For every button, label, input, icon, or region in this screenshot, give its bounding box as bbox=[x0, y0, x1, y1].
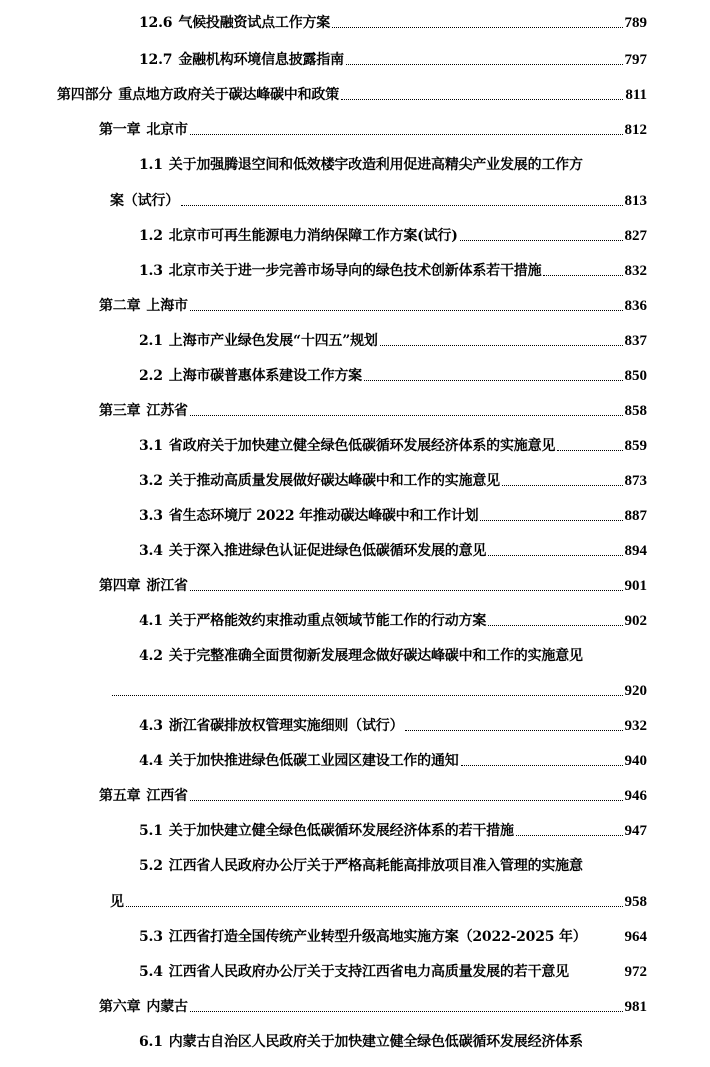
toc-page-number: 887 bbox=[624, 508, 647, 524]
toc-entry-text: 关于完整准确全面贯彻新发展理念做好碳达峰碳中和工作的实施意见 bbox=[168, 648, 583, 664]
toc-entry-number: 2.2 bbox=[139, 368, 163, 384]
toc-entry-number: 第一章 bbox=[99, 122, 141, 138]
toc-leader-dots bbox=[480, 520, 622, 521]
toc-entry-title bbox=[110, 192, 179, 210]
toc-entry[interactable] bbox=[139, 608, 647, 630]
toc-entry-number: 5.2 bbox=[139, 858, 163, 874]
toc-entry-title bbox=[139, 156, 583, 174]
toc-entry-title bbox=[139, 262, 541, 280]
toc-page-number: 920 bbox=[624, 683, 647, 699]
toc-entry-text: 北京市 bbox=[146, 122, 188, 138]
toc-page-number: 850 bbox=[624, 368, 647, 384]
toc-page-number: 873 bbox=[624, 473, 647, 489]
toc-entry-text: 北京市关于进一步完善市场导向的绿色技术创新体系若干措施 bbox=[168, 263, 542, 279]
toc-entry-title bbox=[110, 893, 124, 911]
toc-leader-dots bbox=[181, 205, 623, 206]
toc-leader-dots bbox=[380, 345, 623, 346]
toc-entry[interactable] bbox=[139, 959, 647, 981]
toc-entry-number: 第六章 bbox=[99, 999, 141, 1015]
toc-entry-number: 3.1 bbox=[139, 438, 163, 454]
toc-page-number: 837 bbox=[624, 333, 647, 349]
toc-entry-number: 1.2 bbox=[139, 228, 163, 244]
toc-page-number: 901 bbox=[624, 578, 647, 594]
toc-entry[interactable] bbox=[99, 573, 647, 595]
toc-entry[interactable] bbox=[99, 398, 647, 420]
toc-entry[interactable] bbox=[99, 293, 647, 315]
toc-leader-dots bbox=[190, 134, 623, 135]
toc-entry-number: 4.3 bbox=[139, 718, 163, 734]
toc-entry-number: 12.6 bbox=[139, 15, 173, 31]
toc-entry-text: 金融机构环境信息披露指南 bbox=[178, 52, 344, 68]
toc-entry[interactable] bbox=[110, 889, 647, 911]
toc-entry-text: 上海市 bbox=[146, 298, 188, 314]
toc-entry-text: 关于严格能效约束推动重点领域节能工作的行动方案 bbox=[168, 613, 487, 629]
toc-entry-number: 第四章 bbox=[99, 578, 141, 594]
toc-leader-dots bbox=[557, 450, 622, 451]
toc-page-number: 797 bbox=[624, 52, 647, 68]
toc-entry-number: 第五章 bbox=[99, 788, 141, 804]
toc-entry[interactable] bbox=[139, 643, 647, 665]
toc-leader-dots bbox=[405, 730, 622, 731]
toc-leader-dots bbox=[341, 99, 623, 100]
toc-entry-number: 3.4 bbox=[139, 543, 163, 559]
toc-entry-text: 北京市可再生能源电力消纳保障工作方案(试行) bbox=[168, 228, 458, 244]
toc-entry-title bbox=[139, 963, 569, 981]
toc-entry[interactable] bbox=[139, 853, 647, 875]
toc-entry-title bbox=[99, 121, 188, 139]
toc-entry-text: 上海市产业绿色发展“十四五”规划 bbox=[168, 333, 378, 349]
toc-entry-title bbox=[139, 332, 378, 350]
toc-leader-dots bbox=[190, 415, 623, 416]
toc-page-number: 858 bbox=[624, 403, 647, 419]
toc-page-number: 964 bbox=[624, 929, 647, 945]
toc-entry-number: 12.7 bbox=[139, 52, 173, 68]
toc-entry[interactable] bbox=[139, 503, 647, 525]
toc-entry-number: 第三章 bbox=[99, 403, 141, 419]
toc-entry-title bbox=[139, 367, 362, 385]
toc-entry-number: 2.1 bbox=[139, 333, 163, 349]
toc-entry-text: 重点地方政府关于碳达峰碳中和政策 bbox=[118, 87, 340, 103]
toc-entry-number: 第四部分 bbox=[57, 87, 113, 103]
toc-page-number: 947 bbox=[624, 823, 647, 839]
toc-entry[interactable] bbox=[139, 924, 647, 946]
toc-leader-dots bbox=[516, 835, 623, 836]
toc-entry-number: 5.3 bbox=[139, 929, 163, 945]
toc-entry-title bbox=[139, 472, 500, 490]
toc-leader-dots bbox=[126, 906, 623, 907]
toc-entry-text: 省政府关于加快建立健全绿色低碳循环发展经济体系的实施意见 bbox=[168, 438, 556, 454]
toc-entry-title bbox=[139, 612, 486, 630]
toc-entry-title bbox=[99, 787, 188, 805]
toc-entry[interactable] bbox=[99, 783, 647, 805]
toc-entry-title bbox=[99, 998, 188, 1016]
toc-entry-number: 1.1 bbox=[139, 157, 163, 173]
toc-entry-text: 浙江省碳排放权管理实施细则（试行） bbox=[168, 718, 404, 734]
toc-leader-dots bbox=[190, 1011, 623, 1012]
toc-leader-dots bbox=[502, 485, 623, 486]
toc-entry-title bbox=[139, 717, 403, 735]
toc-entry-text: 关于推动高质量发展做好碳达峰碳中和工作的实施意见 bbox=[168, 473, 500, 489]
toc-entry-text: 案（试行） bbox=[110, 193, 179, 209]
toc-entry-text: 关于加快建立健全绿色低碳循环发展经济体系的若干措施 bbox=[168, 823, 514, 839]
toc-entry-text: 浙江省 bbox=[146, 578, 188, 594]
toc-entry-text: 江西省 bbox=[146, 788, 188, 804]
toc-page-number: 946 bbox=[624, 788, 647, 804]
toc-page-number: 902 bbox=[624, 613, 647, 629]
toc-entry[interactable] bbox=[139, 1029, 647, 1051]
toc-entry[interactable] bbox=[110, 678, 647, 700]
toc-entry-title bbox=[139, 14, 330, 32]
toc-leader-dots bbox=[190, 310, 623, 311]
toc-entry-text: 江西省人民政府办公厅关于支持江西省电力高质量发展的若干意见 bbox=[168, 964, 569, 980]
toc-entry[interactable] bbox=[110, 188, 647, 210]
toc-entry[interactable] bbox=[139, 748, 647, 770]
toc-entry[interactable] bbox=[99, 117, 647, 139]
toc-entry-title bbox=[139, 752, 459, 770]
toc-entry[interactable] bbox=[139, 328, 647, 350]
toc-page-number: 940 bbox=[624, 753, 647, 769]
toc-page-number: 981 bbox=[624, 999, 647, 1015]
toc-entry-number: 6.1 bbox=[139, 1034, 163, 1050]
toc-page-number: 836 bbox=[624, 298, 647, 314]
toc-entry[interactable] bbox=[139, 433, 647, 455]
toc-entry-title bbox=[99, 402, 188, 420]
toc-entry[interactable] bbox=[139, 258, 647, 280]
toc-entry[interactable] bbox=[139, 223, 647, 245]
toc-entry-title bbox=[139, 857, 583, 875]
toc-entry-number: 4.2 bbox=[139, 648, 163, 664]
toc-entry-number: 4.4 bbox=[139, 753, 163, 769]
toc-entry-text: 关于加快推进绿色低碳工业园区建设工作的通知 bbox=[168, 753, 459, 769]
toc-entry[interactable] bbox=[139, 10, 647, 32]
toc-entry-title bbox=[57, 86, 339, 104]
toc-page-number: 811 bbox=[625, 87, 647, 103]
toc-entry-title bbox=[139, 1033, 583, 1051]
toc-entry[interactable] bbox=[57, 82, 647, 104]
toc-entry-title bbox=[99, 297, 188, 315]
toc-entry-title bbox=[139, 647, 583, 665]
toc-entry[interactable] bbox=[139, 538, 647, 560]
toc-entry-number: 4.1 bbox=[139, 613, 163, 629]
toc-entry[interactable] bbox=[139, 713, 647, 735]
toc-leader-dots bbox=[461, 765, 623, 766]
toc-entry-text: 江西省打造全国传统产业转型升级高地实施方案（2022-2025 年） bbox=[168, 929, 587, 945]
toc-page-number: 859 bbox=[624, 438, 647, 454]
toc-entry-number: 第二章 bbox=[99, 298, 141, 314]
toc-entry-title bbox=[139, 51, 344, 69]
toc-entry-title bbox=[139, 928, 587, 946]
toc-entry-number: 3.3 bbox=[139, 508, 163, 524]
toc-entry-text: 见 bbox=[110, 894, 124, 910]
toc-entry-title bbox=[139, 437, 555, 455]
toc-entry-number: 5.4 bbox=[139, 964, 163, 980]
toc-page-number: 827 bbox=[624, 228, 647, 244]
toc-entry-text: 内蒙古自治区人民政府关于加快建立健全绿色低碳循环发展经济体系 bbox=[168, 1034, 583, 1050]
toc-page-number: 789 bbox=[624, 15, 647, 31]
toc-page-number: 972 bbox=[624, 964, 647, 980]
toc-page-number: 958 bbox=[624, 894, 647, 910]
toc-leader-dots bbox=[332, 27, 622, 28]
toc-entry-text: 省生态环境厅 2022 年推动碳达峰碳中和工作计划 bbox=[168, 508, 479, 524]
toc-entry-text: 关于加强腾退空间和低效楼宇改造利用促进高精尖产业发展的工作方 bbox=[168, 157, 583, 173]
toc-leader-dots bbox=[543, 275, 622, 276]
toc-entry-text: 上海市碳普惠体系建设工作方案 bbox=[168, 368, 362, 384]
toc-leader-dots bbox=[364, 380, 623, 381]
toc-leader-dots bbox=[112, 695, 623, 696]
toc-entry-text: 江苏省 bbox=[146, 403, 188, 419]
toc-leader-dots bbox=[488, 625, 622, 626]
toc-entry[interactable] bbox=[139, 47, 647, 69]
toc-entry-text: 关于深入推进绿色认证促进绿色低碳循环发展的意见 bbox=[168, 543, 487, 559]
toc-page-number: 812 bbox=[624, 122, 647, 138]
toc-entry-text: 江西省人民政府办公厅关于严格高耗能高排放项目准入管理的实施意 bbox=[168, 858, 583, 874]
toc-leader-dots bbox=[346, 64, 623, 65]
toc-page-number: 894 bbox=[624, 543, 647, 559]
toc-entry-title bbox=[139, 507, 478, 525]
toc-entry[interactable] bbox=[139, 152, 647, 174]
toc-entry-title bbox=[139, 227, 458, 245]
toc-entry-number: 5.1 bbox=[139, 823, 163, 839]
toc-page-number: 932 bbox=[624, 718, 647, 734]
toc-entry-number: 3.2 bbox=[139, 473, 163, 489]
toc-entry-title bbox=[139, 822, 514, 840]
toc-entry[interactable] bbox=[139, 468, 647, 490]
toc-leader-dots bbox=[460, 240, 623, 241]
toc-entry[interactable] bbox=[139, 818, 647, 840]
toc-entry[interactable] bbox=[139, 363, 647, 385]
toc-entry-title bbox=[99, 577, 188, 595]
toc-entry-number: 1.3 bbox=[139, 263, 163, 279]
toc-entry-text: 气候投融资试点工作方案 bbox=[178, 15, 331, 31]
toc-page-number: 813 bbox=[624, 193, 647, 209]
toc-leader-dots bbox=[488, 555, 622, 556]
toc-entry[interactable] bbox=[99, 994, 647, 1016]
toc-leader-dots bbox=[190, 800, 623, 801]
toc-entry-text: 内蒙古 bbox=[146, 999, 188, 1015]
toc-entry-title bbox=[139, 542, 486, 560]
toc-page-number: 832 bbox=[624, 263, 647, 279]
toc-leader-dots bbox=[190, 590, 623, 591]
